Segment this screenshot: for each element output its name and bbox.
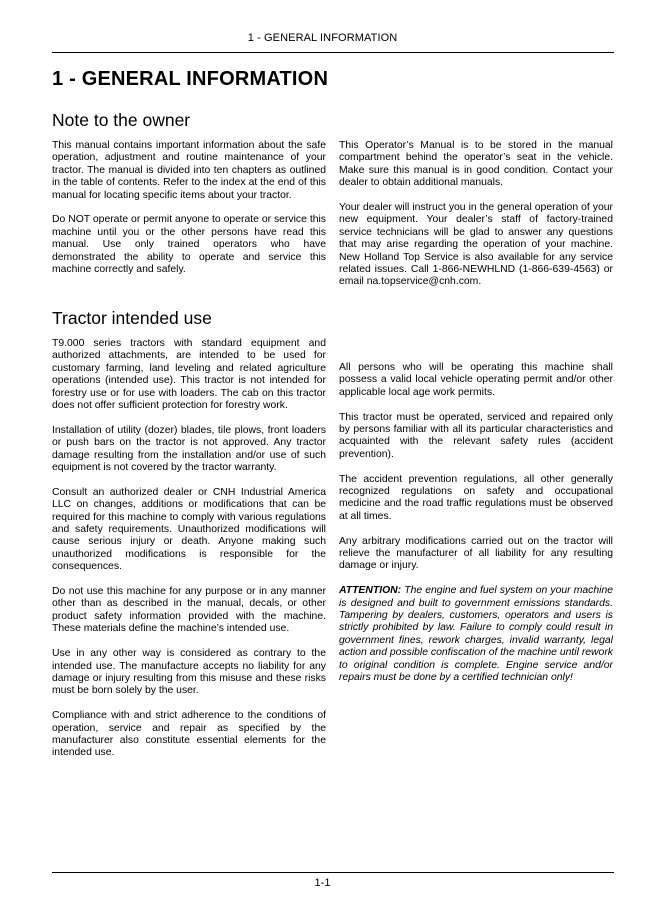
note-left-column: [52, 140, 326, 289]
paragraph: Your dealer will instruct you in the general operation of your new equipment. Your dealer’s staff of factory-trained service technicians will be glad to answer any questions that may arise regarding the operation of your machine. New Holland Top Service is also available for any service related issues. Call 1-866-NEWHLND (1-866-639-4563) or email na.topservice@cnh.com.: [339, 202, 613, 288]
paragraph: Do not use this machine for any purpose or in any manner other than as described in the manual, decals, or other product safety information provided with the machine. These materials define the machine’s intended use.: [52, 586, 326, 635]
running-header: 1 - GENERAL INFORMATION: [247, 32, 398, 44]
paragraph: T9.000 series tractors with standard equipment and authorized attachments, are intended to be used for customary farming, land leveling and related agriculture operations (intended use). This tractor is not intended for forestry use or for use with loaders. The cab on this tractor does not offer sufficient protection for forestry work.: [52, 338, 326, 412]
header-rule: [52, 52, 614, 53]
footer-rule: [52, 872, 614, 873]
attention-notice: [339, 585, 613, 684]
section-heading-intended-use: Tractor intended use: [52, 308, 212, 328]
section-heading-note-to-owner: Note to the owner: [52, 110, 191, 130]
paragraph: The accident prevention regulations, all other generally recognized regulations on safety and occupational medicine and the road traffic regulations must be observed at all times.: [339, 473, 613, 522]
paragraph: This tractor must be operated, serviced and repaired only by persons familiar with all its particular characteristics and acquainted with the relevant safety rules (accident prevention).: [339, 411, 613, 460]
intended-use-right-column: [339, 362, 613, 697]
paragraph: This manual contains important information about the safe operation, adjustment and routine maintenance of your tractor. The manual is divided into ten chapters as outlined in the table of contents. Refer to the index at the end of this manual for locating specific items about your tractor.: [52, 140, 326, 201]
paragraph: Installation of utility (dozer) blades, tile plows, front loaders or push bars on the tractor is not approved. Any tractor damage resulting from the installation and/or use of such equipment is not covered by the tractor warranty.: [52, 424, 326, 474]
paragraph: Use in any other way is considered as contrary to the intended use. The manufacture accepts no liability for any damage or injury resulting from this misuse and these risks must be born solely by the user.: [52, 648, 326, 697]
paragraph: Do NOT operate or permit anyone to operate or service this machine until you or the other persons have read this manual. Use only trained operators who have demonstrated the ability to operate and service this machine correctly and safely.: [52, 214, 326, 276]
intended-use-left-column: [52, 338, 326, 772]
attention-label: ATTENTION:: [339, 585, 402, 597]
page-number: 1-1: [314, 877, 331, 889]
paragraph: All persons who will be operating this machine shall possess a valid local vehicle operating permit and/or other applicable local age work permits.: [339, 362, 613, 398]
chapter-title: 1 - GENERAL INFORMATION: [52, 68, 329, 90]
paragraph: Consult an authorized dealer or CNH Industrial America LLC on changes, additions or modifications that can be required for this machine to comply with various regulations and safety requirements. Unauthorized modifications will cause serious injury or death. Anyone making such unauthorized modifications is responsible for the consequences.: [52, 486, 326, 573]
paragraph: Any arbitrary modifications carried out on the tractor will relieve the manufacturer of all liability for any resulting damage or injury.: [339, 535, 613, 572]
paragraph: This Operator’s Manual is to be stored in the manual compartment behind the operator’s seat in the vehicle. Make sure this manual is in good condition. Contact your dealer to obtain additional manuals.: [339, 140, 613, 189]
paragraph: Compliance with and strict adherence to the conditions of operation, service and repair as specified by the manufacturer also constitute essential elements for the intended use.: [52, 710, 326, 759]
note-right-column: [339, 140, 613, 301]
attention-text: The engine and fuel system on your machine is designed and built to government emissions standards. Tampering by dealers, customers, operators and users is strictly prohibited by law. Failure to comply could result in government fines, rework charges, invalid warranty, legal action and possible confiscation of the machine until rework to original condition is complete. Engine service and/or repairs must be done by a certified technician only!: [339, 585, 613, 684]
